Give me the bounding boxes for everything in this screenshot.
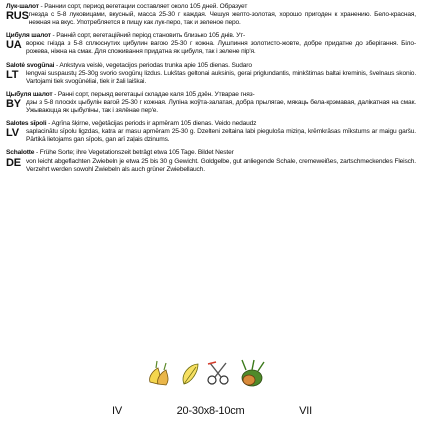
planting-spacing: 20-30x8-10cm [176, 405, 245, 417]
section-text: гнезда с 5-8 луковицами, вкусный, масса 25-30 г каждая. Чешуя желто-золотая, хорошо пригоден к хранению. Бело-красная, нежная на вкус. Употребляется в пищу как лук-перо, так и зеленое перо. [28, 11, 416, 27]
section-ru [6, 3, 416, 27]
language-code: LV [6, 127, 19, 140]
planting-icons [146, 358, 270, 388]
language-code: DE [6, 156, 21, 169]
planting-legend [112, 400, 312, 422]
section-title: Цыбуля шалот [6, 90, 53, 98]
section-by [6, 91, 416, 115]
leaf-icon [183, 364, 198, 384]
section-ua [6, 32, 416, 56]
section-text: дзы з 5-8 плоскіх цыбулін вагой 25-30 г кожная. Лупіна жоўта-залатая, добра прылягае, мякаць бела-крэмавая, далікатная на смак. Ужываюцца як цыбуліны, так і зялёнае пер'е. [26, 98, 416, 115]
section-lt [6, 62, 416, 86]
section-intro: - Agrīna šķirne, veģetācijas periods ir apmēram 105 dienas. Veido nedaudz [46, 120, 257, 128]
section-text: lengvai suspaustų 25-30g svorio svogūnų lizdus. Lukštas geltonai auksinis, gerai priglundantis, minkštimas baltai kreminis, švelnaus skonio. Vartojami tiek svogūnėliai, tiek ir žali laiškai. [26, 69, 416, 85]
section-lv [6, 120, 416, 144]
month-end: VII [299, 405, 312, 417]
language-code: RUS [6, 10, 29, 23]
section-text: von leicht abgeflachten Zwiebeln je etwa 25 bis 30 g Gewicht. Goldgelbe, gut anliegende Schale, cremeweißes, zartschmeckendes Fleisch. Verzehrt werden sowohl Zwiebeln als auch grüner Zwiebellauch. [26, 157, 416, 173]
section-de [6, 149, 416, 173]
section-text: ворює гнізда з 5-8 сплюснутих цибулин вагою 25-30 г кожна. Лушпиння золотисто-жовте, добре придатне до зберігання. Біло-рожева, ніжна на смак. Для споживання придатна як цибуля, так і зелене пір'я. [26, 40, 416, 56]
section-title: Šalotes sīpoli [6, 120, 47, 128]
section-intro: - Раннии сорт, период вегетации составляет около 105 дней. Образует [38, 3, 248, 10]
language-code: UA [6, 39, 22, 52]
language-code: LT [6, 68, 19, 81]
section-intro: - Ankstyva veislė, vegetacijos periodas trunka apie 105 dienas. Sudaro [54, 61, 252, 69]
onion-bunch-icon [242, 360, 264, 386]
section-text: saplacinātu sīpolu ligzdas, katra ar masu apmēram 25-30 g. Dzelteni zeltaina labi pieguloša miziņa, krēmkrāsas mīkstums ar maigu garšu. Pārtikā lietojams gan sīpols, gan arī zaļais dzinums. [26, 128, 416, 144]
month-start: IV [112, 405, 122, 417]
section-title: Лук-шалот [6, 3, 39, 10]
shallot-bulbs-icon [150, 361, 168, 385]
scissors-icon [208, 362, 228, 384]
section-title: Šalotė svogūnai [6, 61, 55, 69]
section-title: Schalotte [6, 149, 35, 157]
language-code: BY [6, 97, 21, 110]
section-title: Цибуля шалот [6, 32, 51, 40]
section-intro: - Ранні сорт, перыяд вегетацыі складае каля 105 дзён. Утварае гняз- [52, 90, 255, 98]
section-intro: - Frühe Sorte; ihre Vegetationszeit beträgt etwa 105 Tage. Bildet Nester [34, 149, 234, 157]
section-intro: - Ранній сорт, вегетаційний період становить близько 105 днів. Ут- [50, 32, 246, 40]
